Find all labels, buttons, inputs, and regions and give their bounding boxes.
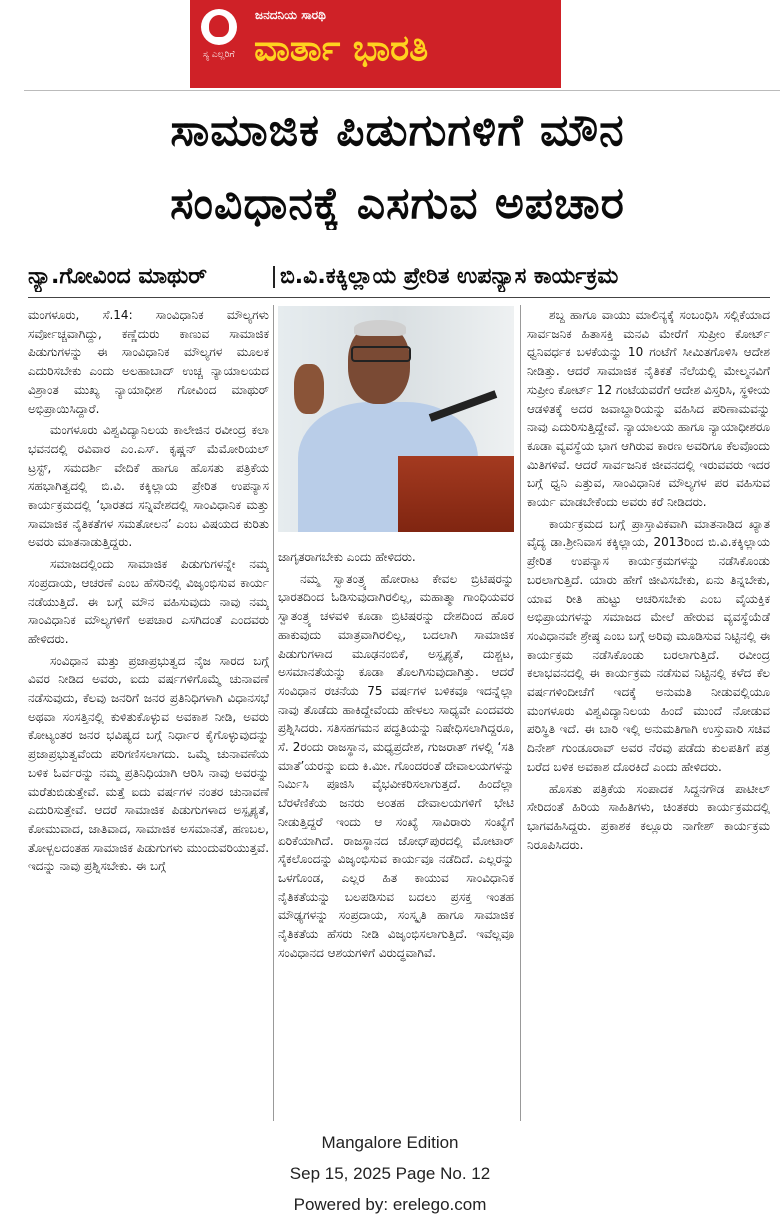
glasses-icon [351,346,411,362]
paragraph: ಜಾಗೃತರಾಗಬೇಕು ಎಂದು ಹೇಳಿದರು. [278,550,416,564]
date-page-label: Sep 15, 2025 Page No. 12 [289,1164,491,1183]
subhead-event: ಬಿ.ವಿ.ಕಕ್ಕಿಲ್ಲಾಯ ಪ್ರೇರಿತ ಉಪನ್ಯಾಸ ಕಾರ್ಯಕ್ರಮ [280,264,619,289]
paragraph: ಹೊಸತು ಪತ್ರಿಕೆಯ ಸಂಪಾದಕ ಸಿದ್ದನಗೌಡ ಪಾಟೀಲ್ ಸೇರಿದಂತೆ ಹಿರಿಯ ಸಾಹಿತಿಗಳು, ಚಿಂತಕರು ಕಾರ್ಯಕ್ರಮದಲ್ಲಿ ಭಾಗವಹಿಸಿದ್ದರು. ಪ್ರಕಾಶಕ ಕಲ್ಲೂರು ನಾಗೇಶ್ ಕಾರ್ಯಕ್ರಮ ನಿರೂಪಿಸಿದರು. [527,781,770,852]
paragraph: ಮಂಗಳೂರು, ಸೆ.14: ಸಾಂವಿಧಾನಿಕ ಮೌಲ್ಯಗಳು ಸರ್ವೋಚ್ಚವಾಗಿದ್ದು, ಕಣ್ಣೆದುರು ಕಾಣುವ ಸಾಮಾಜಿಕ ಪಿಡುಗುಗಳನ್ನು ಈ ಸಾಂವಿಧಾನಿಕ ಮೌಲ್ಯಗಳ ಮೂಲಕ ಎದುರಿಸಬೇಕು ಎಂದು ಅಲಹಾಬಾದ್ ಉಚ್ಚ ನ್ಯಾಯಾಲಯದ ವಿಶ್ರಾಂತ ಮುಖ್ಯ ನ್ಯಾಯಾಧೀಶ ಗೋವಿಂದ ಮಾಥುರ್ ಅಭಿಪ್ರಾಯಿಸಿದ್ದಾರೆ. [28,308,269,416]
edition-label: Mangalore Edition [321,1133,459,1152]
paragraph: ಸಂವಿಧಾನ ಮತ್ತು ಪ್ರಜಾಪ್ರಭುತ್ವದ ನೈಜ ಸಾರದ ಬಗ್ಗೆ ವಿವರ ನೀಡಿದ ಅವರು, ಐದು ವರ್ಷಗಳಿಗೊಮ್ಮೆ ಚುನಾವಣೆ ನಡೆಸುವುದು, ಕೆಲವು ಜನರಿಗೆ ಜನರ ಪ್ರತಿನಿಧಿಗಳಾಗಿ ವಿಧಾನಸಭೆ ಅಥವಾ ಸಂಸತ್ತಿನಲ್ಲಿ ಕುಳಿತುಕೊಳ್ಳುವ ಅವಕಾಶ ನೀಡಿ, ಅವರು ಕೋಟ್ಯಂತರ ಜನರ ಭವಿಷ್ಯದ ಬಗ್ಗೆ ನಿರ್ಧಾರ ಕೈಗೊಳ್ಳುವುದನ್ನು ಪ್ರಜಾಪ್ರಭುತ್ವವೆಂದು ಪರಿಗಣಿಸಲಾಗದು. ಒಮ್ಮೆ ಚುನಾವಣೆಯ ಬಳಿಕ ಓರ್ವರನ್ನು ನಮ್ಮ ಪ್ರತಿನಿಧಿಯಾಗಿ ಆರಿಸಿ ನಾವು ಅವರನ್ನು ಮರೆತುಬಿಡುತ್ತೇವೆ. ಮತ್ತೆ ಐದು ವರ್ಷಗಳ ನಂತರ ಚುನಾವಣೆ ಎದುರಿಸುತ್ತೇವೆ. ಆದರೆ ಸಾಮಾಜಿಕ ಪಿಡುಗುಗಳಾದ ಅಸ್ಪೃಶ್ಯತೆ, ಕೋಮುವಾದ, ಜಾತಿವಾದ, ಸಾಮಾಜಿಕ ಅಸಮಾನತೆ, ಹಣಬಲ, ತೋಳ್ಬಲದಂತಹ ಸಾಮಾಜಿಕ ಪಿಡುಗುಗಳು ಮುಂದುವರಿಯುತ್ತವೆ. ಇದನ್ನು ನಾವು ಪ್ರಶ್ನಿಸಬೇಕು. ಈ ಬಗ್ಗೆ [28,653,269,874]
masthead-sub: ಸ್ಯ ಎಲ್ಲರಿಗೆ [203,50,235,60]
masthead [190,0,561,88]
subhead-separator [273,266,275,288]
paragraph: ಮಂಗಳೂರು ವಿಶ್ವವಿದ್ಯಾನಿಲಯ ಕಾಲೇಜಿನ ರವೀಂದ್ರ ಕಲಾ ಭವನದಲ್ಲಿ ರವಿವಾರ ಎಂ.ಎಸ್. ಕೃಷ್ಣನ್ ಮೆಮೋರಿಯಲ್ ಟ್ರಸ್ಟ್, ಸಮದರ್ಶಿ ವೇದಿಕೆ ಹಾಗೂ ಹೊಸತು ಪತ್ರಿಕೆಯ ಸಹಭಾಗಿತ್ವದಲ್ಲಿ ಬಿ.ವಿ. ಕಕ್ಕಿಲ್ಲಾಯ ಪ್ರೇರಿತ ಉಪನ್ಯಾಸ ಕಾರ್ಯಕ್ರಮದಲ್ಲಿ ‘ಭಾರತದ ಸನ್ನಿವೇಶದಲ್ಲಿ ಸಾಂವಿಧಾನಿಕ ಮತ್ತು ಸಾಮಾಜಿಕ ನೈತಿಕತೆಗಳ ಸಮತೋಲನ’ ಎಂಬ ವಿಷಯದ ಕುರಿತು ಅವರು ಮಾತನಾಡುತ್ತಿದ್ದರು. [28,423,269,550]
subhead-divider [28,297,770,298]
powered-by-label: Powered by: erelego.com [293,1195,487,1214]
paragraph: ಸಮಾಜದಲ್ಲಿಂದು ಸಾಮಾಜಿಕ ಪಿಡುಗುಗಳನ್ನೇ ನಮ್ಮ ಸಂಪ್ರದಾಯ, ಆಚರಣೆ ಎಂಬ ಹೆಸರಿನಲ್ಲಿ ವಿಜೃಂಭಿಸುವ ಕಾರ್ಯ ನಡೆಯುತ್ತಿದೆ. ಈ ಬಗ್ಗೆ ಮೌನ ವಹಿಸುವುದು ನಾವು ನಮ್ಮ ಸಾಂವಿಧಾನಿಕ ಮೌಲ್ಯಗಳಿಗೆ ಅಪಚಾರ ಎಸಗಿದಂತೆ ಎಂದವರು ಹೇಳಿದರು. [28,557,269,646]
article-column-1 [28,306,269,1121]
brand-logo-icon [201,9,237,45]
headline-line-2: ಸಂವಿಧಾನಕ್ಕೆ ಎಸಗುವ ಅಪಚಾರ [170,178,625,229]
article-column-3 [527,306,770,1121]
subhead-speaker: ನ್ಯಾ.ಗೋವಿಂದ ಮಾಥುರ್ [28,264,208,289]
masthead-tagline: ಜನದನಿಯ ಸಾರಥಿ [255,8,326,22]
masthead-title: ವಾರ್ತಾ ಭಾರತಿ [254,28,429,69]
top-divider [24,90,780,91]
paragraph: ಶಬ್ದ ಹಾಗೂ ವಾಯು ಮಾಲಿನ್ಯಕ್ಕೆ ಸಂಬಂಧಿಸಿ ಸಲ್ಲಿಕೆಯಾದ ಸಾರ್ವಜನಿಕ ಹಿತಾಸಕ್ತಿ ಮನವಿ ಮೇರೆಗೆ ಸುಪ್ರೀಂ ಕೋರ್ಟ್ ಧ್ವನಿವರ್ಧಕ ಬಳಕೆಯನ್ನು 10 ಗಂಟೆಗೆ ಸೀಮಿತಗೊಳಿಸಿ ಆದೇಶ ನೀಡಿತ್ತು. ಆದರೆ ಸಾಮಾಜಿಕ ನೈತಿಕತೆ ನೆಲೆಯಲ್ಲಿ ಮೇಲ್ಮನವಿಗೆ ಸುಪ್ರೀಂ ಕೋರ್ಟ್ 12 ಗಂಟೆಯವರೆಗೆ ಆದೇಶ ವಿಸ್ತರಿಸಿ, ಸ್ಥಳೀಯ ಆಡಳಿತಕ್ಕೆ ಅದರ ಜವಾಬ್ದಾರಿಯನ್ನು ವಹಿಸಿದ ಪರಿಣಾಮವನ್ನು ನಾವು ಎದುರಿಸುತ್ತಿದ್ದೇವೆ. ನ್ಯಾಯಾಲಯ ಹಾಗೂ ನ್ಯಾಯಾಧೀಶರೂ ಕೂಡಾ ವ್ಯವಸ್ಥೆಯ ಭಾಗ ಆಗಿರುವ ಕಾರಣ ಅವರಿಗೂ ಕೆಲವೊಂದು ಮಿತಿಗಳಿವೆ. ಆದರೆ ಸಾರ್ವಜನಿಕ ಜೀವನದಲ್ಲಿ ಇರುವವರು ಇದರ ಬಗ್ಗೆ ಧ್ವನಿ ಎತ್ತುವ, ಸಾಂವಿಧಾನಿಕ ಮೌಲ್ಯಗಳ ಪರ ವಹಿಸುವ ಕಾರ್ಯ ಮಾಡಬೇಕೆಂದು ಅವರು ಕರೆ ನೀಡಿದರು. [527,308,770,510]
paragraph: ನಮ್ಮ ಸ್ವಾತಂತ್ರ್ಯ ಹೋರಾಟ ಕೇವಲ ಬ್ರಿಟಿಷರನ್ನು ಭಾರತದಿಂದ ಓಡಿಸುವುದಾಗಿರಲಿಲ್ಲ, ಮಹಾತ್ಮಾ ಗಾಂಧಿಯವರ ಸ್ವಾತಂತ್ರ್ಯ ಚಳವಳಿ ಕೂಡಾ ಬ್ರಿಟಿಷರನ್ನು ದೇಶದಿಂದ ಹೊರ ಹಾಕುವುದು ಮಾತ್ರವಾಗಿರಲಿಲ್ಲ, ಬದಲಾಗಿ ಸಾಮಾಜಿಕ ಪಿಡುಗುಗಳಾದ ಮೂಢನಂಬಿಕೆ, ಅಸ್ಪೃಶ್ಯತೆ, ದುಶ್ಚಟ, ಅಸಮಾನತೆಯನ್ನು ಕೂಡಾ ತೊಲಗಿಸುವುದಾಗಿತ್ತು. ಆದರೆ ಸಂವಿಧಾನ ರಚನೆಯ 75 ವರ್ಷಗಳ ಬಳಿಕವೂ ಇದನ್ನೆಲ್ಲಾ ನಾವು ತೊಡೆದು ಹಾಕಿದ್ದೇವೆಂದು ಹೇಳಲು ಸಾಧ್ಯವೇ ಎಂದವರು ಪ್ರಶ್ನಿಸಿದರು. ಸತಿಸಹಗಮನ ಪದ್ಧತಿಯನ್ನು ನಿಷೇಧಿಸಲಾಗಿದ್ದರೂ, ಸೆ. 2ರಂದು ರಾಜಸ್ಥಾನ, ಮಧ್ಯಪ್ರದೇಶ, ಗುಜರಾತ್ ಗಳಲ್ಲಿ ‘ಸತಿ ಮಾತೆ’ಯರನ್ನು ಐದು ಕಿ.ಮೀ. ಗೊಂದರಂತೆ ದೇವಾಲಯಗಳನ್ನು ನಿರ್ಮಿಸಿ ಪೂಜಿಸಿ ವೈಭವೀಕರಿಸಲಾಗುತ್ತದೆ. ಹಿಂದೆಲ್ಲಾ ಬೆರಳೆಣಿಕೆಯ ಜನರು ಅಂತಹ ದೇವಾಲಯಗಳಿಗೆ ಭೇಟಿ ನೀಡುತ್ತಿದ್ದರೆ ಇಂದು ಆ ಸಂಖ್ಯೆ ಸಾವಿರಾರು ಸಂಖ್ಯೆಗೆ ಏರಿಕೆಯಾಗಿದೆ. ರಾಜಸ್ಥಾನದ ಜೋಧ್‌ಪುರದಲ್ಲಿ ಮೋಟಾರ್ ಸೈಕಲೊಂದನ್ನು ವಿಜೃಂಭಿಸುವ ಕಾರ್ಯವೂ ನಡೆದಿದೆ. ಎಲ್ಲರನ್ನು ಒಳಗೊಂಡ, ಎಲ್ಲರ ಹಿತ ಕಾಯುವ ಸಾಂವಿಧಾನಿಕ ನೈತಿಕತೆಯನ್ನು ಬಲಪಡಿಸುವ ಬದಲು ಪ್ರಸಕ್ತ ಇಂತಹ ಮೌಢ್ಯಗಳನ್ನು ಸಂಪ್ರದಾಯ, ಸಂಸ್ಕೃತಿ ಹಾಗೂ ಸಾಮಾಜಿಕ ನೈತಿಕತೆಯ ಹೆಸರು ನೀಡಿ ವಿಜೃಂಭಿಸಲಾಗುತ್ತಿದೆ. ಇವೆಲ್ಲವೂ ಸಂವಿಧಾನದ ಆಶಯಗಳಿಗೆ ವಿರುದ್ಧವಾಗಿವೆ. [278,571,514,960]
article-column-2 [278,548,514,1121]
speaker-photo [278,306,514,532]
page-footer [0,1127,780,1220]
column-divider [273,305,274,1121]
column-divider [520,305,521,1121]
headline-line-1: ಸಾಮಾಜಿಕ ಪಿಡುಗುಗಳಿಗೆ ಮೌನ [170,105,625,156]
paragraph: ಕಾರ್ಯಕ್ರಮದ ಬಗ್ಗೆ ಪ್ರಾಸ್ತಾವಿಕವಾಗಿ ಮಾತನಾಡಿದ ಖ್ಯಾತ ವೈದ್ಯ ಡಾ.ಶ್ರೀನಿವಾಸ ಕಕ್ಕಿಲ್ಲಾಯ, 2013ರಿಂದ ಬಿ.ವಿ.ಕಕ್ಕಿಲ್ಲಾಯ ಪ್ರೇರಿತ ಉಪನ್ಯಾಸ ಕಾರ್ಯಕ್ರಮಗಳನ್ನು ನಡೆಸಿಕೊಂಡು ಬರಲಾಗುತ್ತಿದೆ. ಯಾರು ಹೇಗೆ ಜೀವಿಸಬೇಕು, ಏನು ತಿನ್ನಬೇಕು, ಯಾವ ರೀತಿ ಹುಟ್ಟು ಆಚರಿಸಬೇಕು ಎಂಬ ವೈಯಕ್ತಿಕ ಅಭಿಪ್ರಾಯಗಳನ್ನು ಸಮಾಜದ ಮೇಲೆ ಹೇರುವ ವ್ಯವಸ್ಥೆಯೆಡೆ ಸಂವಿಧಾನವೇ ಶ್ರೇಷ್ಠ ಎಂಬ ಬಗ್ಗೆ ಅರಿವು ಮೂಡಿಸುವ ನಿಟ್ಟಿನಲ್ಲಿ ಈ ಕಾರ್ಯಕ್ರಮ ನಡೆಸಿಕೊಂಡು ಬರಲಾಗುತ್ತಿದೆ. ರವೀಂದ್ರ ಕಲಾಭವನದಲ್ಲಿ ಈ ಕಾರ್ಯಕ್ರಮ ನಡೆಸುವ ನಿಟ್ಟಿನಲ್ಲಿ ಕಳೆದ ಕೆಲ ವರ್ಷಗಳಿಂದೀಚೆಗೆ ಇದಕ್ಕೆ ಅನುಮತಿ ನೀಡುವಲ್ಲಿಯೂ ಮಂಗಳೂರು ವಿಶ್ವವಿದ್ಯಾನಿಲಯ ಹಿಂದೆ ಮುಂದೆ ನೋಡುವ ಪರಿಸ್ಥಿತಿ ಇದೆ. ಈ ಬಾರಿ ಇಲ್ಲಿ ಅನುಮತಿಗಾಗಿ ಉಸ್ತುವಾರಿ ಸಚಿವ ದಿನೇಶ್ ಗುಂಡೂರಾವ್ ಅವರ ನೆರವು ಪಡೆದು ಕುಲಪತಿಗೆ ಪತ್ರ ಬರೆದ ಬಳಿಕ ಅವಕಾಶ ದೊರಕಿದೆ ಎಂದು ಹೇಳಿದರು. [527,516,770,774]
